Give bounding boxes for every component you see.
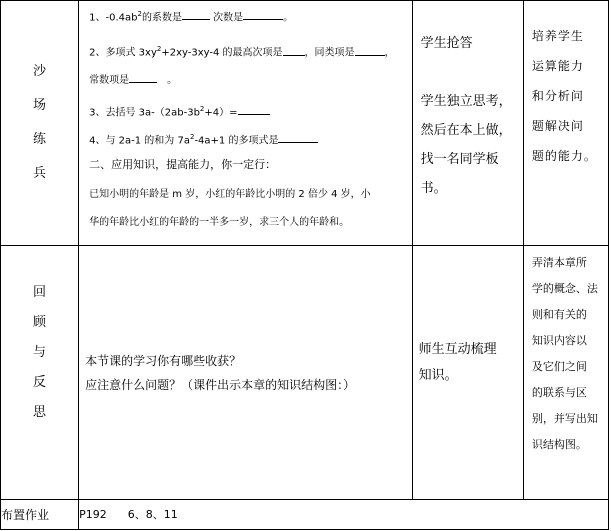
practice-label (1, 1, 78, 201)
answer-blank[interactable] (283, 44, 305, 56)
practice-activity: 学生抢答 学生独立思考， 然后在本上做， 找一名同学板 书。 (420, 36, 512, 196)
question-4: 4、与 2a-1 的和为 $7a^2-4a+1$ 的多项式是 (79, 120, 412, 148)
section-heading: 二、应用知识，提高能力，你一定行： (89, 158, 277, 172)
review-label-char: 反 (33, 375, 47, 390)
homework-label: 布置作业 (1, 500, 79, 530)
review-label-cell (1, 246, 79, 500)
review-label-char: 与 (33, 345, 47, 360)
answer-blank[interactable] (129, 71, 157, 83)
practice-label-char: 沙 (33, 64, 47, 79)
practice-activity-cell (412, 1, 523, 246)
practice-label-char: 练 (33, 132, 47, 147)
review-question: 本节课的学习你有哪些收获？ (85, 353, 242, 368)
review-goal-cell (523, 246, 608, 500)
practice-goal-cell (523, 1, 608, 246)
homework-row (1, 500, 609, 530)
answer-blank[interactable] (355, 44, 385, 56)
practice-label-char: 场 (33, 98, 47, 113)
review-goal: 弄清本章所 学的概念、法 则和有关的 知识内容以 及它们之间 的联系与区 别，并写出知 识结构图。 (531, 256, 598, 451)
homework-value: P192 6、8、11 (79, 500, 609, 530)
word-problem-line: 已知小明的年龄是 m 岁，小红的年龄比小明的 2 倍少 4 岁，小 (89, 189, 371, 201)
review-row (1, 246, 609, 500)
review-label-char: 顾 (33, 315, 47, 330)
question-2-cont: 常数项是 。 (79, 61, 412, 88)
word-problem-line: 华的年龄比小红的年龄的一半多一岁，求三个人的年龄和。 (89, 217, 350, 229)
practice-label-char: 兵 (33, 166, 47, 181)
answer-blank[interactable] (243, 8, 283, 20)
review-content-cell (79, 246, 413, 500)
question-2: 2、多项式 $3xy^2+2xy-3xy-4$ 的最高次项是 ，同类项是 ， (89, 45, 395, 59)
answer-blank[interactable] (238, 103, 270, 115)
answer-blank[interactable] (182, 8, 210, 20)
practice-content-cell (79, 1, 413, 246)
review-question: 应注意什么问题？（课件出示本章的知识结构图：） (85, 377, 356, 392)
review-label (1, 246, 78, 436)
question-1: 1、$-0.4ab^2$的系数是 次数是 。 (89, 10, 294, 24)
review-label-char: 思 (33, 405, 47, 420)
review-label-char: 回 (33, 285, 47, 300)
practice-row (1, 1, 609, 246)
answer-blank[interactable] (278, 131, 318, 143)
practice-goal: 培养学生 运算能力 和分析问 题解决问 题的能力。 (531, 29, 597, 163)
question-3: 3、去括号 $3a-(2ab-3b^2+4)=$ (79, 88, 412, 120)
review-activity-cell (412, 246, 523, 500)
review-activity: 师生互动梳理 知识。 (418, 341, 497, 383)
practice-label-cell (1, 1, 79, 246)
